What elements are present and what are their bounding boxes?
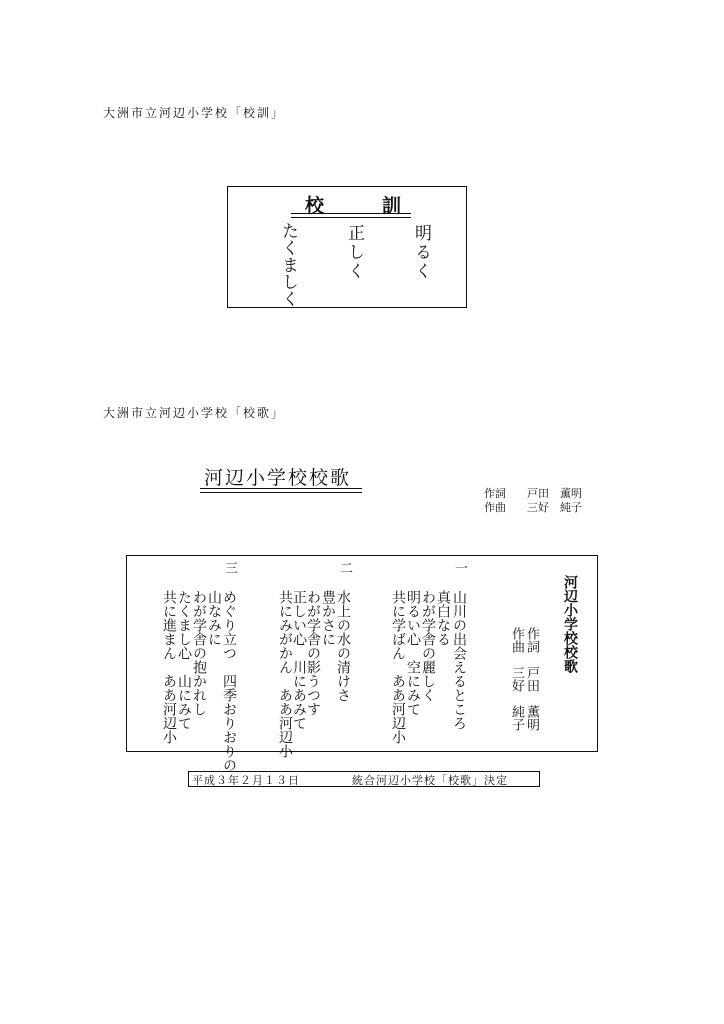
verse-3-line-3: わが学舎の抱かれし xyxy=(191,590,207,716)
motto-item-takumashiku: たくましく xyxy=(278,222,298,307)
composer-role: 作曲 xyxy=(484,501,506,514)
footer-date: 平成３年２月１３日 xyxy=(192,774,300,787)
verse-3-line-5: 共に進まん ああ河辺小 xyxy=(161,590,177,744)
motto-heading: 大洲市立河辺小学校「校訓」 xyxy=(103,106,286,120)
lyrics-box-title: 河辺小学校校歌 xyxy=(562,575,578,673)
composer-credit xyxy=(484,499,582,515)
lyricist-role: 作詞 xyxy=(484,487,506,500)
song-title: 河辺小学校校歌 xyxy=(204,467,352,489)
motto-title-left: 校 xyxy=(305,195,325,217)
motto-title-right: 訓 xyxy=(381,195,401,217)
verse-2-line-4: 正しい心 川にあみて xyxy=(291,590,307,730)
verse-3-line-1: めぐり立つ 四季おりおりの xyxy=(221,590,237,772)
song-title-underline xyxy=(200,488,362,489)
verse-1-line-1: 山川の出会えるところ xyxy=(451,590,467,730)
verse-2-line-1: 水上の水の清けさ xyxy=(335,590,351,702)
song-heading: 大洲市立河辺小学校「校歌」 xyxy=(103,406,286,420)
footer-note: 統合河辺小学校「校歌」決定 xyxy=(352,774,508,787)
verse-2-line-5: 共にみがかん ああ河辺小 xyxy=(277,590,293,758)
verse-1-line-2: 真白なる xyxy=(435,590,451,646)
motto-title-underline-2 xyxy=(291,217,411,218)
motto-item-akaruku: 明るく xyxy=(411,224,431,281)
lyrics-box-lyricist: 作詞 戸田 薫明 xyxy=(524,627,539,731)
song-title-underline-2 xyxy=(200,492,362,493)
lyricist-name: 戸田 薫明 xyxy=(527,487,582,500)
verse-1-line-3: わが学舎の麗しく xyxy=(420,590,436,702)
verse-3-number: 三 xyxy=(222,561,237,574)
verse-2-number: 二 xyxy=(337,561,352,574)
verse-2-line-3: わが学舎の影うつす xyxy=(305,590,321,716)
lyrics-box-composer: 作曲 三好 純子 xyxy=(509,627,524,731)
verse-3-line-2: 山なみに xyxy=(206,590,222,646)
verse-3-line-4: たくまし心 山にみて xyxy=(176,590,192,730)
motto-title-underline xyxy=(291,213,411,214)
composer-name: 三好 純子 xyxy=(527,501,582,514)
verse-1-number: 一 xyxy=(452,561,467,574)
motto-item-tadashiku: 正しく xyxy=(344,224,364,281)
verse-2-line-2: 豊かさに xyxy=(320,590,336,646)
verse-1-line-4: 明るい心 空にみて xyxy=(405,590,421,716)
verse-1-line-5: 共に学ばん ああ河辺小 xyxy=(390,590,406,744)
